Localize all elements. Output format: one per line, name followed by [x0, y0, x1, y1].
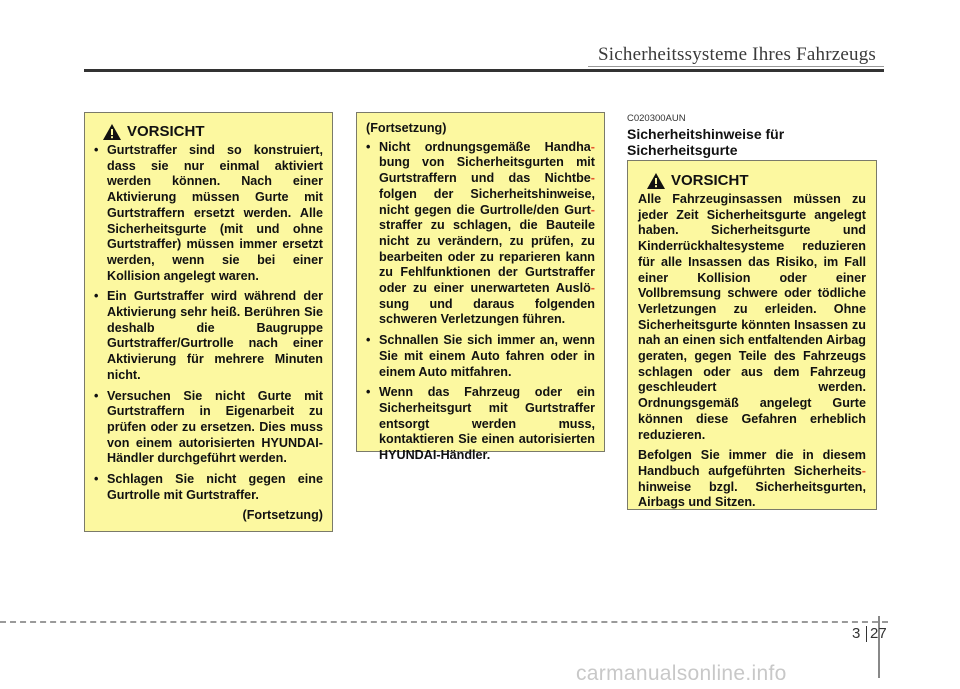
hyphen-mark: -: [590, 281, 595, 296]
caution-item: • Schnallen Sie sich immer an, wenn Sie mit einem Auto fahren oder in einem Auto mitfahren.: [366, 333, 595, 380]
item-text: folgen der Sicherheitshinweise, nicht gegen die Gurtrolle/den Gurt: [379, 186, 595, 217]
section-code: C020300AUN: [627, 113, 686, 124]
section-title: [627, 126, 784, 158]
hyphen-mark: -: [861, 463, 866, 478]
hyphen-mark: -: [590, 171, 595, 186]
caution-list: [94, 143, 323, 503]
item-text: straffer zu schlagen, die Bauteile nicht zu verändern, zu prüfen, zu bearbeiten oder zu reparieren kann zu Fehlfunktionen der Gurtstraffer oder zu einer unerwarteten Auslö: [379, 218, 595, 296]
page-number-separator: [866, 626, 867, 642]
caution-heading-text: VORSICHT: [671, 172, 749, 190]
header-rule: [84, 69, 884, 72]
caution-box-seatbelts: [627, 160, 877, 510]
caution-item: • Versuchen Sie nicht Gurte mit Gurtstraffern in Eigenarbeit zu prüfen oder zu ersetzen. Dies muss von einem autorisierten HYUNDAI-Händler durchgeführt werden.: [94, 389, 323, 468]
caution-item: • Ein Gurtstraffer wird während der Aktivierung sehr heiß. Berühren Sie deshalb die Baugruppe Gurtstraffer/Gurtrolle nach einer Aktivierung für mehrere Minuten nicht.: [94, 289, 323, 383]
caution-paragraph: Alle Fahrzeuginsassen müssen zu jeder Zeit Sicherheitsgurte angelegt haben. Sicherheitsgurte und Kinderrückhaltesysteme reduzieren für alle Insassen das Risiko, im Fall einer Kollision oder einer Vollbremsung schwere oder tödliche Verletzungen zu erleiden. Ohne Sicherheitsgurte könnten Insassen zu nah an einen sich entfaltenden Airbag geraten, gegen Teile des Fahrzeugs schlagen oder aus dem Fahrzeug geschleudert werden. Ordnungsgemäß angelegt Gurte können diese Gefahren erheblich reduzieren.: [638, 192, 866, 442]
section-title-line: Sicherheitsgurte: [627, 142, 738, 158]
caution-paragraph: [638, 448, 866, 511]
footer-rule: [0, 621, 888, 623]
warning-triangle-icon: [646, 172, 666, 190]
section-title-line: Sicherheitshinweise für: [627, 126, 785, 142]
continued-heading: (Fortsetzung): [366, 121, 447, 135]
page-number: 27: [870, 625, 887, 642]
caution-list: [366, 140, 595, 464]
watermark-text: carmanualsonline.info: [576, 662, 787, 685]
item-text: bung von Sicherheitsgurten mit Gurtstraffern und das Nichtbe: [379, 155, 595, 186]
warning-triangle-icon: [102, 123, 122, 141]
page-header-title: Sicherheitssysteme Ihres Fahrzeugs: [597, 44, 876, 65]
caution-box-gurtstraffer: [84, 112, 333, 532]
caution-item: • Schlagen Sie nicht gegen eine Gurtrolle mit Gurtstraffer.: [94, 472, 323, 503]
caution-item: • Wenn das Fahrzeug oder ein Sicherheitsgurt mit Gurtstraffer entsorgt werden muss, kontaktieren Sie einen autorisierten HYUNDAI-Händler.: [366, 385, 595, 464]
caution-heading: [646, 172, 866, 190]
continued-note: (Fortsetzung): [242, 508, 323, 523]
hyphen-mark: -: [590, 139, 595, 154]
caution-box-continued: [356, 112, 605, 463]
paragraph-text: Befolgen Sie immer die in diesem Handbuch aufgeführten Sicherheits: [638, 448, 866, 478]
caution-heading: [102, 123, 323, 141]
item-text: Nicht ordnungsgemäße Handha: [379, 139, 591, 154]
hyphen-mark: -: [590, 202, 595, 217]
item-text: sung und daraus folgenden schweren Verletzungen führen.: [379, 296, 595, 327]
chapter-number: 3: [852, 625, 861, 642]
caution-item: [366, 140, 595, 328]
caution-heading-text: VORSICHT: [127, 123, 205, 141]
header-rule-thin: [588, 66, 884, 67]
caution-item: • Gurtstraffer sind so konstruiert, dass sie nur einmal aktiviert werden können. Nach einer Aktivierung müssen Gurte mit Gurtstraffern ersetzt werden. Alle Sicherheitsgurte (mit und ohne Gurtstraffer) müssen immer ersetzt werden, wenn sie bei einer Kollision angelegt waren.: [94, 143, 323, 284]
paragraph-text: hinweise bzgl. Sicherheitsgurten, Airbags und Sitzen.: [638, 479, 866, 510]
